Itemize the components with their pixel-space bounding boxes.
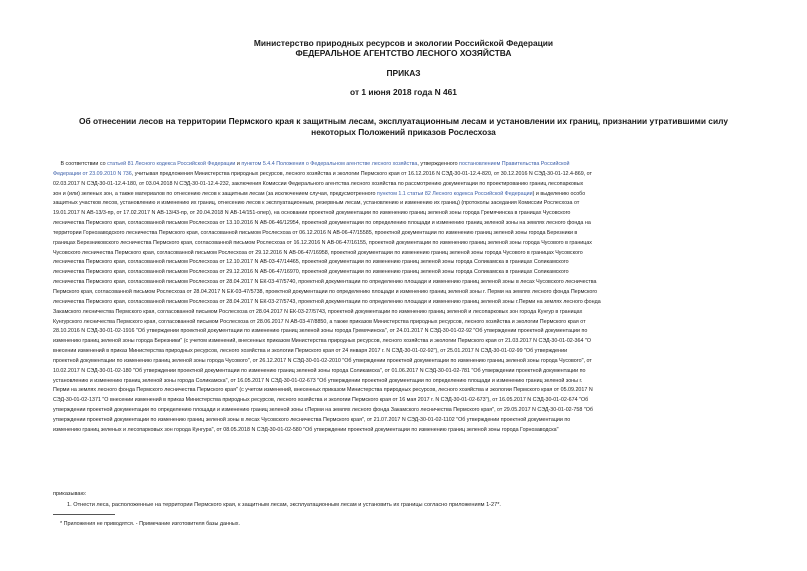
preamble-line: Кунгурского лесничества Пермского края, согласованной письмом Рослесхоза от 28.06.2017 N АВ-03-47/8850, а также приказов Министерства природных ресурсов, лесного хозяйства и экологии Пермского края от [53,318,586,325]
text-run: , учитывая предложения Министерства природных ресурсов, лесного хозяйства и экологии Пермского края от 16.12.2016 N СЭД-30-01-12.4-820, от 30.12.2016 N СЭД-30-01-12.4-869, от [131,170,592,177]
law-link[interactable]: пунктом 5.4.4 Положения о Федеральном агентстве лесного хозяйства [241,161,418,167]
document-title: Об отнесении лесов на территории Пермского края к защитным лесам, эксплуатационным лесам и установлении их границ, признании утратившими силу некоторых Положений приказов Рослесхоза [79,116,728,137]
preamble-line: Перми на землях лесного фонда Пермского лесничества Пермского края" (с учетом изменений, внесенных приказом Министерства природных ресурсов, лесного хозяйства и экологии Пермского края от 05.09.2017 N [53,387,593,394]
law-link[interactable]: статьей 81 Лесного кодекса Российской Федерации [107,161,236,167]
agency-name: ФЕДЕРАЛЬНОЕ АГЕНТСТВО ЛЕСНОГО ХОЗЯЙСТВА [295,48,512,58]
preamble-line: 28.10.2016 N СЭД-30-01-02-1916 "Об утверждении проектной документации по изменению границ зеленой зоны города Гремячинска", от 24.01.2017 N СЭД-30-01-02-92 "Об утверждении проектной документации по [53,328,588,335]
preamble-line: лесничества Пермского края, согласованной письмом Рослесхоза от 29.12.2016 N АВ-06-47/16970, проектной документации по изменению границ зеленой зоны города Соликамска в границах Соликамского [53,269,569,276]
preamble-line: 02.03.2017 N СЭД-30-01-12.4-180, от 03.04.2018 N СЭД-30-01-12.4-232, заключения Комиссии Федерального агентства лесного хозяйства по рассмотрению документации по проектированию границ лесопарковых [53,180,584,187]
text-run: В соответствии со [60,161,108,167]
preamble-line: установлению и изменению границ зеленой зоны города Соликамска", от 16.05.2017 N СЭД-30-01-02-673 "Об утверждении проектной документации по определению площади и изменению границ зеленой зоны г. [53,377,583,384]
preamble-line: изменению границ зеленой зоны города Березники" (с учетом изменений, внесенных приказом Министерства природных ресурсов, лесного хозяйства и экологии Пермского края от 21.03.2017 N СЭД-30-01-02-364 "О [53,338,592,345]
preamble-line [53,170,770,180]
preamble-paragraph [53,160,770,436]
preamble-line: изменению границ зеленых и лесопарковых зон города Кунгура", от 08.05.2018 N СЭД-30-01-02-580 "Об утверждении проектной документации по изменению границ зеленой зоны города Горнозаводска" [53,426,559,433]
law-link[interactable]: пунктом 1.1 статьи 82 Лесного кодекса Российской Федерации [376,190,533,197]
text-run: , утвержденного [417,161,460,167]
law-link[interactable]: Федерации от 23.09.2010 N 736 [53,170,132,177]
preamble-line: лесничества Пермского края, согласованной письмом Рослесхоза от 12.10.2017 N АВ-03-47/14465, проектной документации по изменению границ зеленой зоны города Соликамска в границах Соликамского [53,259,569,266]
text-run: зон и (или) зеленых зон, а также материалов по отнесению лесов к защитным лесам (за исключением случая, предусмотренного [53,190,377,197]
text-run: и [235,161,242,167]
preamble-line: Пермского края, согласованной письмом Рослесхоза от 28.04.2017 N ЕК-03-47/5738, проектной документации по определению площади и изменению границ зеленой зоны г. Перми на землях лесного фонда Пермского [53,288,598,295]
text-run: ) и выделению особо [532,190,586,197]
preamble-line: территории Горнозаводского лесничества Пермского края, согласованной письмом Рослесхоза от 06.12.2016 N АВ-06-47/15585, проектной документации по изменению границ зеленой зоны города Березники в [53,229,578,236]
footnote: * Приложения не приводятся. - Примечание изготовителя базы данных. [60,521,240,527]
preamble-line: утверждении проектной документации по определению площади и изменению границ зеленой зоны г.Перми на землях лесного фонда Закамского лесничества Пермского края", от 29.05.2017 N СЭД-30-01-02-758 "Об [53,407,593,414]
preamble-line: Закамского лесничества Пермского края, согласованной письмом Рослесхоза от 28.04.2017 N ЕК-03-27/5743, проектной документации по изменению границ зеленой и лесопарковых зон города Кунгур в границах [53,308,583,315]
preamble-line: 10.02.2017 N СЭД-30-01-02-180 "Об утверждении проектной документации по изменению границ зеленой зоны города Соликамска", от 01.06.2017 N СЭД-30-01-02-781 "Об утверждении проектной документации по [53,367,586,374]
preamble-line: СЭД-30-01-02-1371 "О внесении изменений в приказ Министерства природных ресурсов, лесного хозяйства и экологии Пермского края от 16 мая 2017 г. N СЭД-30-01-02-673"), от 16.05.2017 N СЭД-30-01-02-674 "Об [53,397,589,404]
law-link[interactable]: постановлением Правительства Российской [459,161,570,167]
document-type: ПРИКАЗ [386,68,421,78]
preamble-line: внесении изменений в приказ Министерства природных ресурсов, лесного хозяйства и экологии Пермского края от 24 января 2017 г. N СЭД-30-01-02-92"), от 25.01.2017 N СЭД-30-01-02-99 "Об утверждении [53,348,568,355]
preamble-line [53,190,770,200]
preamble-line: проектной документации по изменению границ зеленой зоны города Чусового", от 26.12.2017 N СЭД-30-01-02-2010 "Об утверждении проектной документации по изменению границ зеленой зоны города Чусового", от [53,357,592,364]
preamble-line: утверждении проектной документации по изменению границ зеленой зоны в лесах Чусовского лесничества Пермского края", от 21.07.2017 N СЭД-30-01-02-1102 "Об утверждении проектной документации по [53,416,571,423]
preamble-line: лесничества Пермского края, согласованной письмом Рослесхоза от 13.10.2016 N АВ-06-46/12954, проектной документации по определению площади и изменению границ зеленой зоны на землях лесного фонда на [53,220,591,227]
order-item-1: 1. Отнести леса, расположенные на территории Пермского края, к защитным лесам, эксплуатационным лесам и установить их границы согласно приложениям 1-27*. [67,502,501,508]
preamble-line: защитных участков лесов, установлению и изменению их границ, отнесению лесов к эксплуатационным, резервным лесам, установлению и изменению их границ) (протоколы заседания Комиссии Рослесхоза от [53,200,580,207]
preamble-line: 19.01.2017 N АВ-13/3-пр, от 17.02.2017 N АВ-13/43-пр, от 20.04.2018 N АВ-14/151-опер), на основании проектной документации по изменению границ зеленой зоны города Гремячинска в границах Чусовского [53,210,571,217]
preamble-line: лесничества Пермского края, согласованной письмом Рослесхоза от 28.04.2017 N ЕК-03-27/5743, проектной документации по определению площади и изменению границ зеленой зоны г.Перми на землях лесного фонда [53,298,601,305]
preamble-line: Чусовского лесничества Пермского края, согласованной письмом Рослесхоза от 29.12.2016 N АВ-06-47/16958, проектной документации по изменению границ зеленой зоны города Чусового в границах Чусовского [53,249,583,256]
preamble-line [53,160,770,170]
document-date-number: от 1 июня 2018 года N 461 [350,87,457,97]
preamble-line: границах Березниковского лесничества Пермского края, согласованной письмом Рослесхоза от 16.12.2016 N АВ-06-47/16155, проектной документации по изменению границ зеленой зоны города Чусового в границах [53,239,592,246]
order-word: приказываю: [53,491,87,497]
ministry-name: Министерство природных ресурсов и экологии Российской Федерации [253,38,554,48]
preamble-lines [53,199,770,435]
preamble-line: лесничества Пермского края, согласованной письмом Рослесхоза от 28.04.2017 N ЕК-03-47/5740, проектной документации по определению площади и изменению границ зеленой зоны в лесах Чусовского лесничества [53,279,597,286]
footnote-divider [53,514,115,515]
